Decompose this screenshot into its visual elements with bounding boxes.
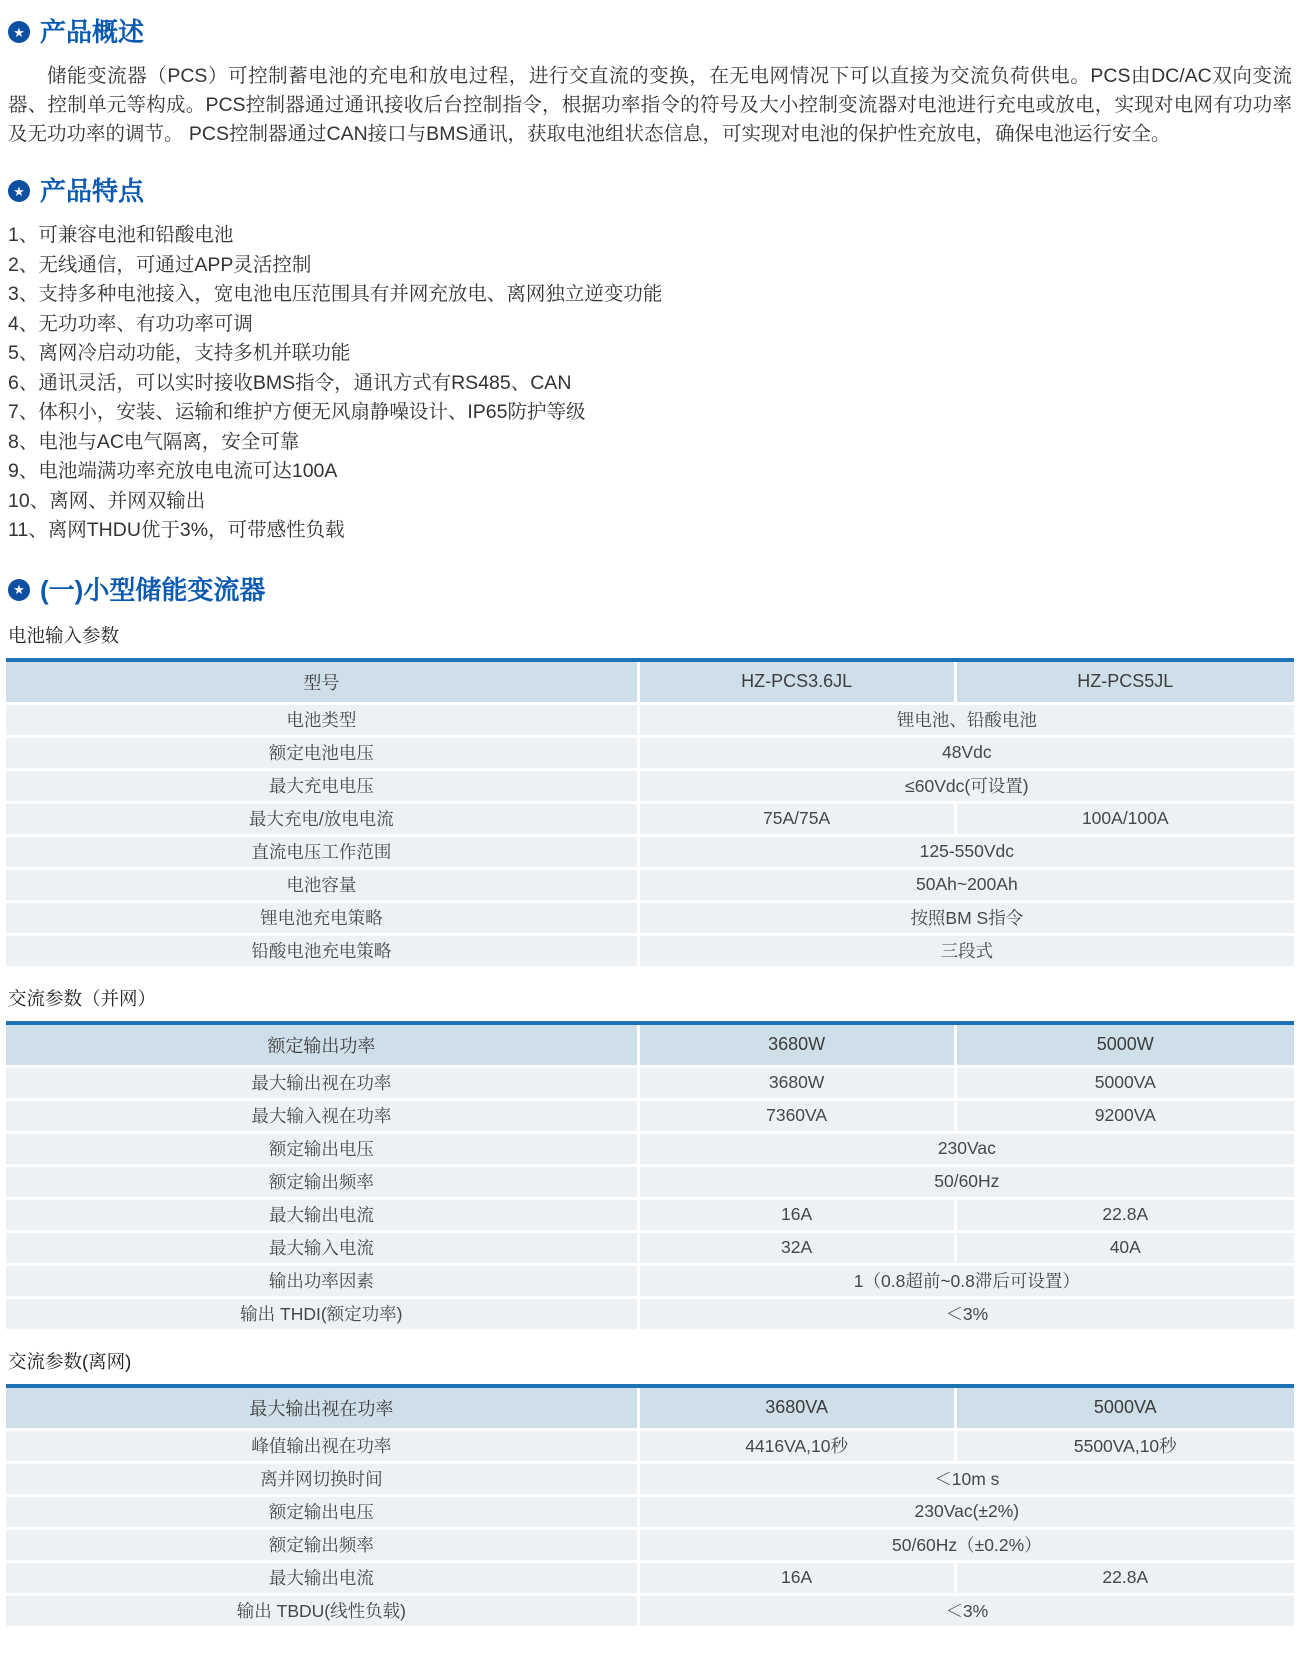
param-label-cell: 离并网切换时间: [6, 1464, 640, 1494]
param-label-cell: 电池容量: [6, 870, 640, 900]
feature-item: 11、离网THDU优于3%，可带感性负载: [8, 519, 345, 541]
table-row: [6, 705, 1294, 738]
overview-heading: [8, 16, 1294, 48]
param-value-cell: 50/60Hz: [934, 1171, 1000, 1191]
table-row: [6, 903, 1294, 936]
header-cell: 额定输出功率: [6, 1025, 640, 1065]
param-value-cell: 16A: [640, 1563, 957, 1593]
param-label-cell: 直流电压工作范围: [6, 837, 640, 867]
header-cell: 3680VA: [640, 1388, 957, 1428]
ac-grid-table: [6, 1021, 1294, 1332]
table-row: [6, 1431, 1294, 1464]
header-cell: 5000VA: [1093, 1397, 1157, 1417]
param-value-cell: 三段式: [940, 941, 994, 961]
param-value-cell: 按照BM S指令: [910, 908, 1024, 928]
param-value-cell: 22.8A: [1102, 1567, 1149, 1587]
feature-item: 5、离网冷启动功能，支持多机并联功能: [8, 342, 351, 364]
features-title: 产品特点: [40, 176, 145, 206]
series-title: (一)小型储能变流器: [40, 574, 266, 605]
table-row: [6, 1101, 1294, 1134]
table-row: [6, 1134, 1294, 1167]
feature-item: 9、电池端满功率充放电电流可达100A: [8, 460, 338, 482]
param-value-cell: 锂电池、铅酸电池: [896, 710, 1037, 730]
table-row: [6, 738, 1294, 771]
param-value-cell: 40A: [1109, 1237, 1141, 1257]
star-circle-icon: ★: [8, 579, 30, 601]
series-heading: [8, 574, 1294, 606]
table-row: [6, 771, 1294, 804]
ac-offgrid-caption: 交流参数(离网): [8, 1350, 132, 1372]
param-label-cell: 输出 THDI(额定功率): [6, 1299, 640, 1329]
table-row: [6, 870, 1294, 903]
table-row: [6, 837, 1294, 870]
table-header-row: [6, 1025, 1294, 1068]
header-cell: 5000W: [1096, 1034, 1154, 1054]
param-value-cell: 4416VA,10秒: [640, 1431, 957, 1461]
param-value-cell: 100A/100A: [1081, 808, 1169, 828]
param-value-cell: ＜10m s: [934, 1469, 1000, 1489]
param-label-cell: 最大输入电流: [6, 1233, 640, 1263]
header-cell: HZ-PCS3.6JL: [640, 662, 957, 702]
feature-item: 10、离网、并网双输出: [8, 489, 206, 512]
param-label-cell: 电池类型: [6, 705, 640, 735]
param-label-cell: 额定电池电压: [6, 738, 640, 768]
star-circle-icon: ★: [8, 180, 30, 202]
param-label-cell: 最大输出电流: [6, 1563, 640, 1593]
feature-item: 7、体积小，安装、运输和维护方便无风扇静噪设计、IP65防护等级: [8, 401, 586, 423]
header-cell: 型号: [6, 662, 640, 702]
param-label-cell: 最大输入视在功率: [6, 1101, 640, 1131]
feature-item: 1、可兼容电池和铅酸电池: [8, 224, 234, 246]
battery-input-table: [6, 658, 1294, 969]
param-value-cell: 1（0.8超前~0.8滞后可设置）: [853, 1271, 1080, 1291]
param-value-cell: 3680W: [640, 1068, 957, 1098]
ac-grid-caption: 交流参数（并网）: [8, 987, 157, 1009]
param-value-cell: 48Vdc: [942, 742, 992, 762]
param-label-cell: 输出 TBDU(线性负载): [6, 1596, 640, 1626]
header-cell: HZ-PCS5JL: [1077, 671, 1174, 691]
feature-item: 6、通讯灵活，可以实时接收BMS指令，通讯方式有RS485、CAN: [8, 371, 572, 394]
param-label-cell: 额定输出电压: [6, 1497, 640, 1527]
param-value-cell: 22.8A: [1102, 1204, 1149, 1224]
param-label-cell: 最大输出电流: [6, 1200, 640, 1230]
param-value-cell: 75A/75A: [640, 804, 957, 834]
param-label-cell: 额定输出频率: [6, 1530, 640, 1560]
table-row: [6, 1530, 1294, 1563]
param-value-cell: 32A: [640, 1233, 957, 1263]
feature-item: 3、支持多种电池接入，宽电池电压范围具有并网充放电、离网独立逆变功能: [8, 283, 663, 305]
header-cell: 3680W: [640, 1025, 957, 1065]
table-row: [6, 1068, 1294, 1101]
param-value-cell: 16A: [640, 1200, 957, 1230]
param-label-cell: 峰值输出视在功率: [6, 1431, 640, 1461]
param-value-cell: 5500VA,10秒: [1073, 1436, 1177, 1456]
table-row: [6, 1266, 1294, 1299]
table-row: [6, 1167, 1294, 1200]
feature-item: 8、电池与AC电气隔离，安全可靠: [8, 430, 300, 453]
table-row: [6, 936, 1294, 969]
ac-offgrid-table: [6, 1384, 1294, 1629]
feature-item: 4、无功功率、有功功率可调: [8, 312, 253, 335]
param-label-cell: 锂电池充电策略: [6, 903, 640, 933]
table-row: [6, 1200, 1294, 1233]
param-value-cell: 5000VA: [1094, 1072, 1156, 1092]
header-cell: 最大输出视在功率: [6, 1388, 640, 1428]
param-label-cell: 最大输出视在功率: [6, 1068, 640, 1098]
table-row: [6, 1464, 1294, 1497]
param-value-cell: 125-550Vdc: [919, 841, 1015, 861]
param-value-cell: 7360VA: [640, 1101, 957, 1131]
param-value-cell: ＜3%: [945, 1304, 989, 1324]
param-value-cell: 9200VA: [1094, 1105, 1156, 1125]
table-header-row: [6, 662, 1294, 705]
star-circle-icon: ★: [8, 21, 30, 43]
table-row: [6, 1596, 1294, 1629]
param-value-cell: 50Ah~200Ah: [915, 874, 1018, 894]
param-value-cell: 230Vac: [937, 1138, 996, 1158]
param-value-cell: ≤60Vdc(可设置): [905, 776, 1029, 796]
table-row: [6, 804, 1294, 837]
features-heading: [8, 175, 1294, 207]
overview-title: 产品概述: [40, 17, 145, 47]
param-label-cell: 铅酸电池充电策略: [6, 936, 640, 966]
table-row: [6, 1563, 1294, 1596]
param-value-cell: 50/60Hz（±0.2%）: [892, 1535, 1042, 1555]
table-header-row: [6, 1388, 1294, 1431]
feature-list: [8, 221, 1294, 546]
param-value-cell: 230Vac(±2%): [914, 1501, 1020, 1521]
table-row: [6, 1299, 1294, 1332]
table-row: [6, 1233, 1294, 1266]
feature-item: 2、无线通信，可通过APP灵活控制: [8, 253, 312, 276]
param-label-cell: 额定输出电压: [6, 1134, 640, 1164]
battery-input-caption: 电池输入参数: [8, 624, 120, 646]
table-row: [6, 1497, 1294, 1530]
overview-paragraph: 储能变流器（PCS）可控制蓄电池的充电和放电过程，进行交直流的变换，在无电网情况下可以直接为交流负荷供电。PCS由DC/AC双向变流器、控制单元等构成。PCS控制器通过通讯接收后台控制指令，根据功率指令的符号及大小控制变流器对电池进行充电或放电，实现对电网有功功率及无功功率的调节。 PCS控制器通过CAN接口与BMS通讯，获取电池组状态信息，可实现对电池的保护性充放电，确保电池运行安全。: [8, 65, 1292, 145]
param-label-cell: 最大充电电压: [6, 771, 640, 801]
param-label-cell: 输出功率因素: [6, 1266, 640, 1296]
param-label-cell: 额定输出频率: [6, 1167, 640, 1197]
param-label-cell: 最大充电/放电电流: [6, 804, 640, 834]
param-value-cell: ＜3%: [945, 1601, 989, 1621]
